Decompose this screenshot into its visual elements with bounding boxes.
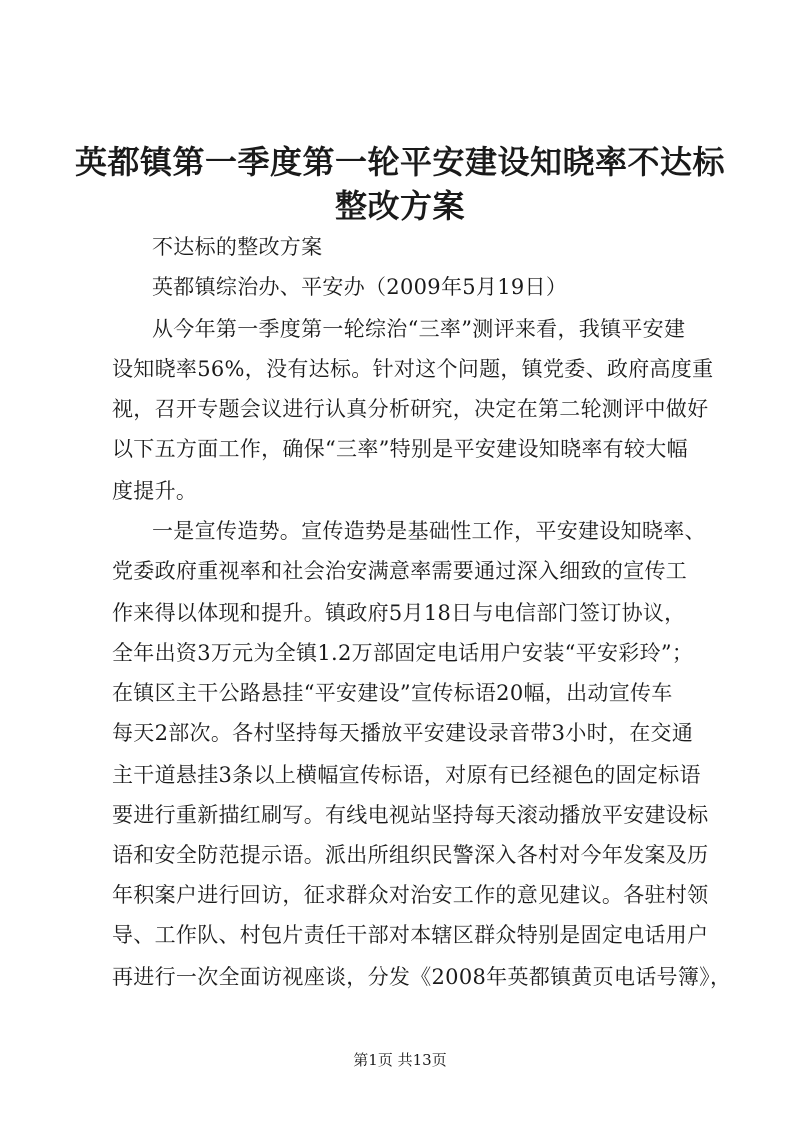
paragraph-line: 年积案户进行回访，征求群众对治安工作的意见建议。各驻村领 bbox=[112, 883, 709, 907]
paragraph-line: 以下五方面工作，确保“三率”特别是平安建设知晓率有较大幅 bbox=[112, 437, 688, 461]
paragraph-line: 再进行一次全面访视座谈，分发《2008年英都镇黄页电话号簿》， bbox=[112, 965, 732, 989]
paragraph-line: 主干道悬挂3条以上横幅宣传标语，对原有已经褪色的固定标语 bbox=[112, 763, 701, 787]
paragraph-line: 导、工作队、村包片责任干部对本辖区群众特别是固定电话用户 bbox=[112, 923, 709, 947]
issuer-line: 英都镇综治办、平安办（2009年5月19日） bbox=[152, 275, 568, 299]
paragraph-line: 从今年第一季度第一轮综治“三率”测评来看，我镇平安建 bbox=[152, 317, 686, 341]
paragraph-line: 设知晓率56%，没有达标。针对这个问题，镇党委、政府高度重 bbox=[112, 357, 714, 381]
paragraph-line: 全年出资3万元为全镇1.2万部固定电话用户安装“平安彩玲”； bbox=[112, 641, 694, 665]
paragraph-line: 视，召开专题会议进行认真分析研究，决定在第二轮测评中做好 bbox=[112, 397, 709, 421]
paragraph-line: 每天2部次。各村坚持每天播放平安建设录音带3小时，在交通 bbox=[112, 721, 694, 745]
paragraph-line: 在镇区主干公路悬挂“平安建设”宣传标语20幅，出动宣传车 bbox=[112, 681, 673, 705]
paragraph-line: 一是宣传造势。宣传造势是基础性工作，平安建设知晓率、 bbox=[152, 519, 706, 543]
document-title-line1: 英都镇第一季度第一轮平安建设知晓率不达标 bbox=[74, 143, 725, 181]
page-number-footer: 第1页 共13页 bbox=[353, 1051, 447, 1069]
paragraph-line: 语和安全防范提示语。派出所组织民警深入各村对今年发案及历 bbox=[112, 843, 709, 867]
subtitle: 不达标的整改方案 bbox=[152, 235, 323, 259]
document-title-line2: 整改方案 bbox=[334, 187, 465, 225]
paragraph-line: 要进行重新描红刷写。有线电视站坚持每天滚动播放平安建设标 bbox=[112, 803, 709, 827]
paragraph-line: 党委政府重视率和社会治安满意率需要通过深入细致的宣传工 bbox=[112, 559, 688, 583]
paragraph-line: 作来得以体现和提升。镇政府5月18日与电信部门签订协议， bbox=[112, 601, 686, 625]
paragraph-line: 度提升。 bbox=[112, 479, 198, 503]
